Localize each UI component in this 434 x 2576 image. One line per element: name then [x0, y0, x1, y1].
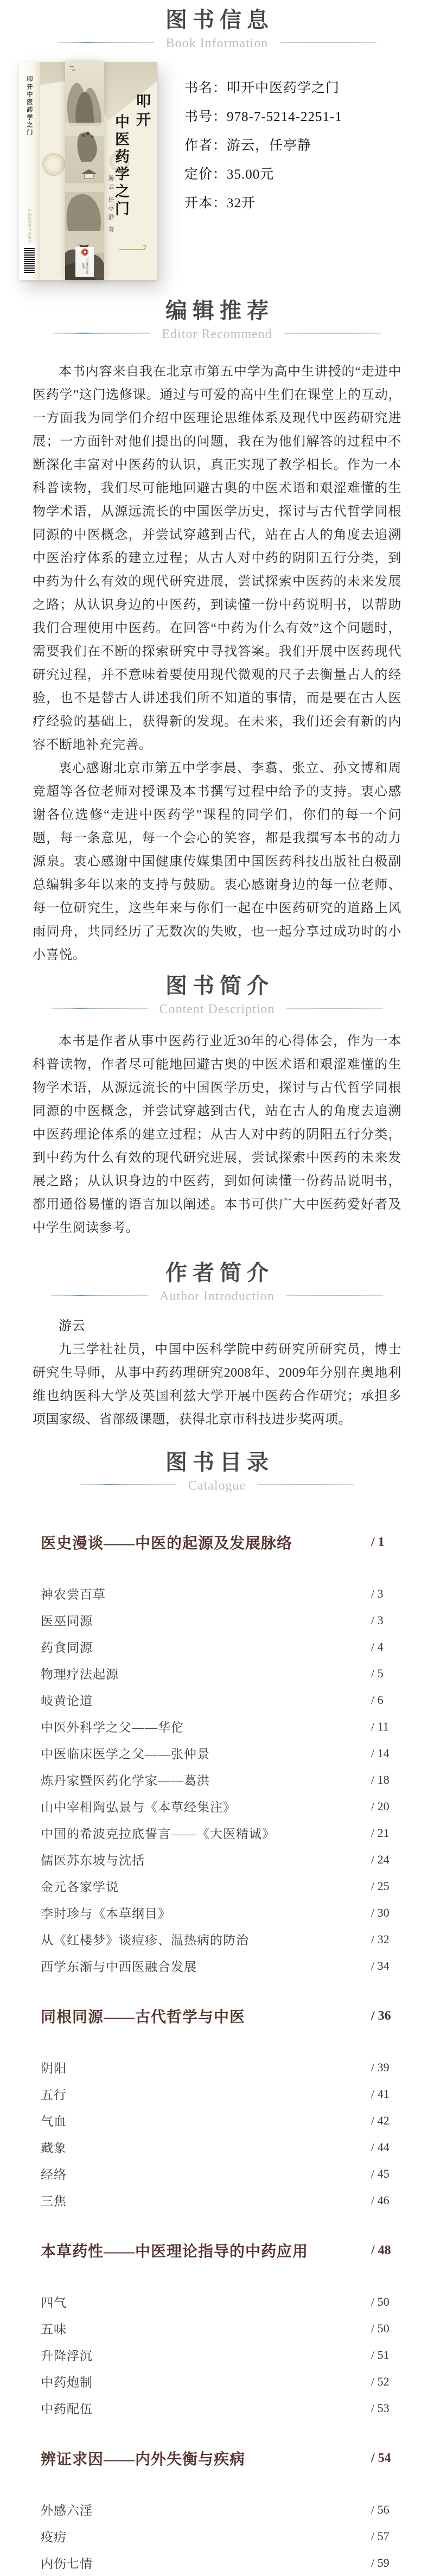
catalogue-item-row: [41, 1713, 401, 1740]
entry-title: 阴阳: [41, 2062, 67, 2075]
book-cover-face: [40, 62, 157, 280]
gold-medallion-ornament: [42, 153, 65, 176]
entry-page-number: / 34: [371, 1958, 390, 1973]
catalogue-item-row: [41, 1873, 401, 1899]
catalogue-chapter-row: [41, 1527, 401, 1557]
catalogue-item-row: [41, 2496, 401, 2523]
divider-line-right: [258, 1484, 354, 1485]
book-detail-row: 开本：32开: [184, 196, 256, 211]
content-description-text: [33, 1030, 401, 1240]
entry-title: 藏象: [41, 2141, 67, 2155]
entry-title: 医巫同源: [41, 1614, 93, 1628]
entry-title: 升降浮沉: [41, 2349, 93, 2363]
entry-page-number: / 11: [371, 1719, 389, 1733]
entry-title: 同根同源——古代哲学与中医: [41, 2009, 246, 2026]
book-cover-image: [19, 62, 157, 280]
section-subtitle-row: [0, 1477, 434, 1500]
catalogue-item-row: [41, 2187, 401, 2214]
entry-title: 中医临床医学之父——张仲景: [41, 1747, 210, 1761]
section-header-catalogue: [0, 1449, 434, 1500]
catalogue-chapter-row: [41, 2443, 401, 2473]
entry-page-number: / 51: [371, 2348, 390, 2362]
entry-page-number: / 50: [371, 2321, 390, 2335]
barcode: [22, 245, 36, 275]
paragraph: 衷心感谢北京市第五中学李晨、李翥、张立、孙文博和周竞超等各位老师对授课及本书撰写过程中给予的支持。衷心感谢各位选修“走进中医药学”课程的同学们，你们的每一个问题，每一条意见，每一个会心的笑容，都是我撰写本书的动力源泉。衷心感谢中国健康传媒集团中国医药科技出版社白极副总编辑多年以来的支持与鼓励。衷心感谢身边的每一位老师、每一位研究生，这些年来与你们一起在中医药研究的道路上风雨同舟，共同经历了无数次的失败，也一起分享过成功时的小小喜悦。: [33, 761, 401, 962]
cover-title-line-2: 中医药学之门: [113, 114, 129, 218]
entry-page-number: / 59: [371, 2555, 390, 2569]
book-detail-row: 书号：978-7-5214-2251-1: [184, 110, 342, 124]
entry-page-number: / 32: [371, 1932, 390, 1946]
catalogue-item-row: [41, 2368, 401, 2395]
catalogue-item-row: [41, 1820, 401, 1846]
cover-authors: 游云 任亭静 著: [107, 175, 114, 236]
entry-title: 岐黄论道: [41, 1694, 93, 1708]
editor-recommend-text: [33, 360, 401, 967]
catalogue-item-row: [41, 1952, 401, 1979]
section-title-book-info: 图书信息: [165, 8, 274, 32]
entry-title: 气血: [41, 2115, 67, 2128]
section-subtitle-content-description: Content Description: [159, 1002, 275, 1016]
entry-page-number: / 48: [371, 2243, 391, 2257]
cover-title: [108, 93, 153, 218]
entry-title: 辨证求因——内外失衡与疾病: [41, 2451, 246, 2468]
paragraph: 游云: [59, 1319, 85, 1333]
catalogue-item-row: [41, 1740, 401, 1766]
catalogue-chapter-row: [41, 2001, 401, 2031]
entry-page-number: / 1: [371, 1535, 385, 1549]
divider-line-left: [53, 333, 150, 334]
section-subtitle-catalogue: Catalogue: [188, 1479, 246, 1493]
entry-page-number: / 41: [371, 2087, 390, 2101]
spine-title: 叩开中医药学之门: [26, 76, 33, 137]
catalogue-item-row: [41, 2315, 401, 2342]
catalogue-item-row: [41, 1633, 401, 1660]
catalogue-item-row: [41, 2134, 401, 2160]
section-subtitle-row: [0, 326, 434, 348]
catalogue-item-row: [41, 1660, 401, 1687]
section-header-author-introduction: [0, 1260, 434, 1311]
entry-page-number: / 50: [371, 2294, 390, 2308]
entry-title: 五味: [41, 2323, 67, 2336]
section-subtitle-editor-recommend: Editor Recommend: [162, 327, 272, 341]
entry-page-number: / 52: [371, 2374, 390, 2388]
entry-page-number: / 18: [371, 1772, 390, 1786]
entry-title: 炼丹家暨医药化学家——葛洪: [41, 1774, 210, 1788]
cover-title-line-1: 叩开: [134, 93, 150, 130]
entry-page-number: / 3: [371, 1613, 384, 1627]
section-title-content-description: 图书简介: [165, 974, 274, 998]
entry-title: 本草药性——中医理论指导的中药应用: [41, 2243, 309, 2260]
catalogue-item-row: [41, 2081, 401, 2107]
catalogue-item-row: [41, 2342, 401, 2368]
entry-page-number: / 14: [371, 1746, 390, 1760]
entry-page-number: / 42: [371, 2113, 390, 2127]
divider-line-right: [284, 333, 381, 334]
entry-page-number: / 25: [371, 1879, 390, 1893]
entry-page-number: / 45: [371, 2166, 390, 2180]
entry-title: 四气: [41, 2296, 67, 2310]
entry-title: 物理疗法起源: [41, 1668, 119, 1681]
paragraph: 本书是作者从事中医药行业近30年的心得体会，作为一本科普读物，作者尽可能地回避古奥的中医术语和艰涩难懂的生物学术语，从源远流长的中国医学历史，探讨与古代哲学同根同源的中医概念，并尝试穿越到古代，站在古人的角度去追溯中医药理论体系的建立过程；从古人对中药的阴阳五行分类，到中药为什么有效的现代研究进展，尝试探索中医药的未来发展之路；从认识身边的中医药，到如何读懂一份药品说明书，都用通俗易懂的语言加以阐述。本书可供广大中医药爱好者及中学生阅读参考。: [33, 1034, 401, 1235]
catalogue-item-row: [41, 1793, 401, 1820]
entry-title: 中药炮制: [41, 2376, 93, 2389]
entry-page-number: / 36: [371, 2008, 391, 2023]
divider-line-right: [286, 1295, 383, 1296]
section-title-catalogue: 图书目录: [165, 1451, 274, 1474]
entry-title: 中药配伍: [41, 2402, 93, 2416]
entry-page-number: / 24: [371, 1852, 390, 1866]
entry-title: 药食同源: [41, 1641, 93, 1655]
paragraph: 本书内容来自我在北京市第五中学为高中生讲授的“走进中医药学”这门选修课。通过与可爱的高中生们在课堂上的互动，一方面我为同学们介绍中医理论思维体系及现代中医药研究进展；一方面针对他们提出的问题，我在为他们解答的过程中不断深化丰富对中医药的认识，真正实现了教学相长。作为一本科普读物，我们尽可能地回避古奥的中医术语和艰涩难懂的生物学术语，从源远流长的中国医学历史，探讨与古代哲学同根同源的中医概念，并尝试穿越到古代，站在古人的角度去追溯中医治疗体系的建立过程；从古人对中药的阴阳五行分类，到中药为什么有效的现代研究进展，尝试探索中医药的未来发展之路；从认识身边的中医药，到读懂一份中药说明书，以帮助我们合理使用中医药。在回答“中药为什么有效”这个问题时，需要我们在不断的探索研究中寻找答案。我们开展中医药现代研究过程，并不意味着要使用现代微观的尺子去衡量古人的经验，也不是替古人讲述我们所不知道的事情，而是要在古人医疗经验的基础上，获得新的发现。在未来，我们还会有新的内容不断地补充完善。: [33, 365, 401, 752]
catalogue-item-row: [41, 1607, 401, 1633]
book-detail-row: 书名：叩开中医药学之门: [184, 81, 340, 96]
entry-page-number: / 53: [371, 2401, 390, 2415]
entry-page-number: / 20: [371, 1799, 390, 1813]
entry-title: 中国的希波克拉底誓言——《大医精诚》: [41, 1827, 275, 1841]
book-spine: [19, 62, 40, 280]
book-details-list: [184, 74, 342, 218]
entry-page-number: / 54: [371, 2451, 391, 2465]
catalogue-item-row: [41, 2160, 401, 2187]
entry-page-number: / 46: [371, 2193, 390, 2207]
entry-title: 内伤七情: [41, 2557, 93, 2571]
catalogue-list: [41, 1527, 401, 2576]
publisher-logo-icon: [81, 249, 88, 256]
catalogue-item-row: [41, 1687, 401, 1713]
publisher-logo-block: [75, 247, 94, 277]
entry-title: 中医外科学之父——华佗: [41, 1721, 184, 1734]
entry-title: 从《红楼梦》谈痘疹、温热病的防治: [41, 1933, 249, 1947]
catalogue-item-row: [41, 2523, 401, 2549]
entry-title: 李时珍与《本草纲目》: [41, 1907, 171, 1920]
catalogue-item-row: [41, 1846, 401, 1873]
section-title-editor-recommend: 编辑推荐: [165, 299, 274, 323]
catalogue-chapter-row: [41, 2235, 401, 2266]
paragraph: 九三学社社员，中国中医科学院中药研究所研究员，博士研究生导师，从事中药药理研究2008年、2009年分别在奥地利维也纳医科大学及英国利兹大学开展中医药合作研究；承担多项国家级、省部级课题，获得北京市科技进步奖两项。: [33, 1343, 401, 1427]
author-introduction-text: [33, 1315, 401, 1432]
entry-page-number: / 21: [371, 1826, 390, 1840]
book-info-block: [0, 62, 434, 290]
entry-page-number: / 30: [371, 1905, 390, 1919]
section-header-book-info: [0, 0, 434, 58]
entry-page-number: / 39: [371, 2060, 390, 2074]
divider-line-right: [286, 1008, 383, 1009]
entry-title: 山中宰相陶弘景与《本草经集注》: [41, 1801, 236, 1814]
entry-title: 神农尝百草: [41, 1588, 106, 1601]
catalogue-item-row: [41, 1766, 401, 1793]
entry-title: 五行: [41, 2088, 67, 2102]
entry-title: 西学东渐与中西医融合发展: [41, 1960, 197, 1974]
entry-page-number: / 6: [371, 1693, 384, 1707]
section-header-editor-recommend: [0, 297, 434, 348]
section-subtitle-book-info: Book Information: [165, 36, 269, 50]
section-subtitle-row: [0, 1288, 434, 1311]
divider-line-left: [51, 1008, 148, 1009]
section-subtitle-row: [0, 1001, 434, 1023]
catalogue-item-row: [41, 1580, 401, 1607]
catalogue-item-row: [41, 2054, 401, 2081]
publisher-name-vertical: 中国健康传媒集团: [81, 258, 88, 274]
catalogue-item-row: [41, 2288, 401, 2315]
catalogue-item-row: [41, 2395, 401, 2421]
entry-title: 疫疠: [41, 2530, 67, 2544]
section-title-author-introduction: 作者简介: [165, 1261, 274, 1285]
section-subtitle-author-introduction: Author Introduction: [159, 1289, 275, 1303]
entry-page-number: / 3: [371, 1586, 384, 1600]
book-detail-row: 定价：35.00元: [184, 167, 275, 182]
entry-title: 三焦: [41, 2195, 67, 2208]
gold-ornament-line: [118, 244, 150, 252]
entry-page-number: / 44: [371, 2140, 390, 2154]
catalogue-item-row: [41, 2107, 401, 2134]
catalogue-item-row: [41, 1899, 401, 1926]
entry-page-number: / 56: [371, 2502, 390, 2516]
ink-painting-strip: [65, 62, 104, 280]
entry-title: 儒医苏东坡与沈括: [41, 1854, 145, 1867]
catalogue-item-row: [41, 2549, 401, 2576]
book-detail-row: 作者：游云，任亭静: [184, 138, 312, 153]
divider-line-left: [58, 42, 154, 43]
divider-line-right: [280, 42, 376, 43]
spine-publisher: 中国医药科技出版社: [27, 209, 31, 243]
divider-line-left: [51, 1295, 148, 1296]
divider-line-left: [80, 1484, 176, 1485]
catalogue-item-row: [41, 1926, 401, 1952]
entry-title: 医史漫谈——中医的起源及发展脉络: [41, 1535, 293, 1552]
entry-title: 经络: [41, 2168, 67, 2181]
entry-title: 金元各家学说: [41, 1880, 119, 1894]
entry-page-number: / 4: [371, 1639, 384, 1653]
entry-title: 外感六淫: [41, 2504, 93, 2517]
section-header-content-description: [0, 972, 434, 1023]
section-subtitle-row: [0, 35, 434, 58]
entry-page-number: / 57: [371, 2529, 390, 2543]
entry-page-number: / 5: [371, 1666, 384, 1680]
